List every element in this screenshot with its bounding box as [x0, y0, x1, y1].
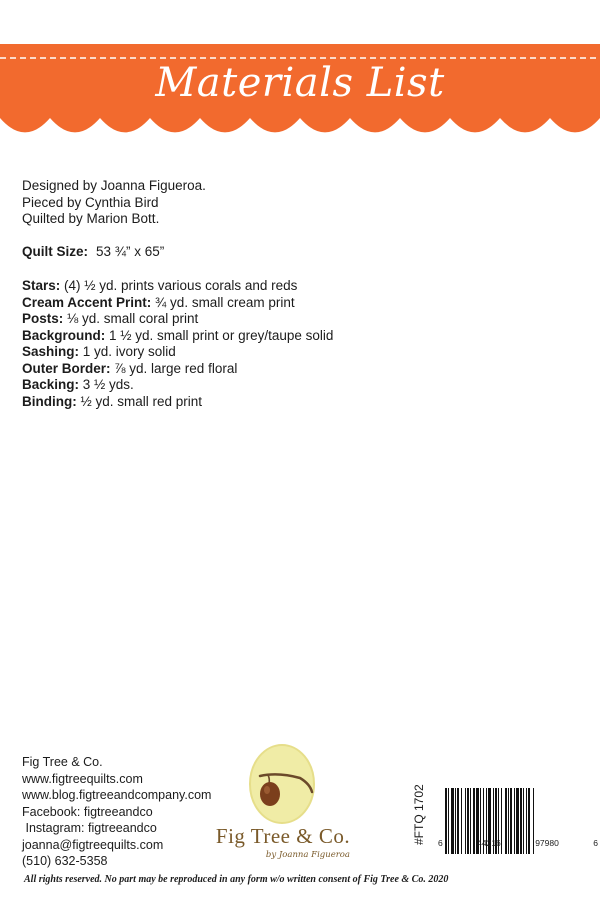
material-outer-border [22, 361, 333, 378]
contact-block [22, 754, 211, 870]
material-background [22, 328, 333, 345]
fig-tree-logo [198, 742, 368, 882]
email-link[interactable]: joanna@figtreequilts.com [22, 837, 164, 852]
material-label: Posts: [22, 311, 64, 326]
material-value: ⅞ yd. large red floral [110, 360, 238, 376]
material-value: (4) ½ yd. prints various corals and reds [60, 278, 298, 293]
material-value: ½ yd. small red print [76, 393, 203, 409]
material-value: 3 ½ yds. [79, 377, 134, 392]
logo-wordmark: Fig Tree & Co. [215, 824, 351, 848]
material-stars [22, 278, 333, 295]
header-banner [0, 0, 600, 150]
fig-icon [198, 742, 368, 826]
quilt-size-value: 53 ¾” x 65” [96, 244, 165, 259]
instagram-handle: Instagram: figtreeandco [22, 821, 157, 835]
barcode-digit-group: 97980 [535, 838, 559, 848]
website-link[interactable]: www.figtreequilts.com [22, 771, 143, 786]
material-cream-accent [22, 295, 333, 312]
material-label: Backing: [22, 377, 80, 392]
material-label: Stars: [22, 278, 61, 293]
material-label: Background: [22, 327, 106, 343]
page-title: Materials List [155, 60, 445, 106]
material-backing [22, 377, 333, 394]
facebook-handle: Facebook: figtreeandco [22, 804, 153, 819]
materials-list [22, 278, 333, 410]
material-value: 1 ½ yd. small print or grey/taupe solid [105, 327, 334, 343]
blog-link[interactable]: www.blog.figtreeandcompany.com [22, 788, 212, 802]
material-value: ⅛ yd. small coral print [63, 311, 199, 326]
material-posts [22, 311, 333, 328]
material-label: Outer Border: [22, 360, 111, 376]
copyright-notice: All rights reserved. No part may be reproduced in any form w/o written consent of Fig Tree & Co. 2020 [24, 874, 449, 885]
credits-block [22, 178, 206, 228]
material-label: Binding: [22, 393, 77, 409]
quilt-size [22, 244, 164, 259]
barcode-digit-group: 6 [438, 838, 443, 848]
material-binding [22, 394, 333, 411]
credit-designer: Designed by Joanna Figueroa. [22, 178, 206, 193]
phone-number: (510) 632-5358 [22, 854, 108, 868]
material-value: 1 yd. ivory solid [79, 344, 176, 359]
material-value: ¾ yd. small cream print [151, 294, 295, 310]
product-code: #FTQ 1702 [412, 784, 426, 845]
barcode-digit-group: 44216 [477, 838, 501, 848]
material-label: Sashing: [22, 344, 80, 359]
quilt-size-label: Quilt Size: [22, 244, 89, 259]
credit-quilted: Quilted by Marion Bott. [22, 211, 160, 226]
material-label: Cream Accent Print: [22, 294, 152, 310]
barcode-digits [438, 838, 598, 848]
barcode-digit-group: 6 [593, 838, 598, 848]
logo-tagline: by Joanna Figueroa [265, 850, 350, 860]
credit-pieced: Pieced by Cynthia Bird [22, 194, 159, 210]
material-sashing [22, 344, 333, 361]
company-name: Fig Tree & Co. [22, 755, 103, 769]
